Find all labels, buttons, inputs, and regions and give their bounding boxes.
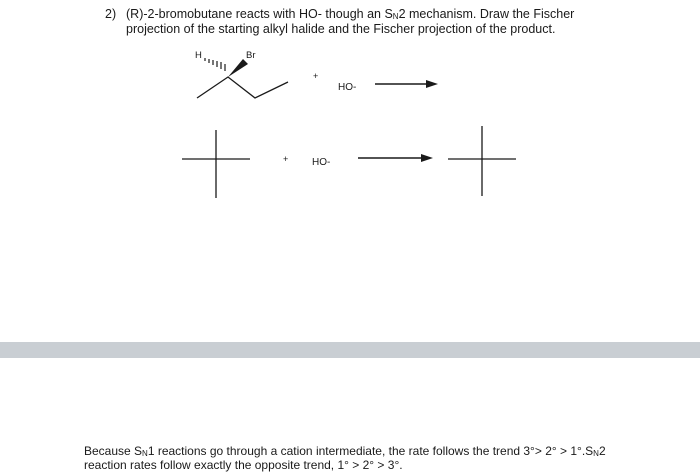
- bromobutane-structure: [185, 45, 305, 105]
- wedge-bond: [228, 59, 248, 77]
- bromine-label: Br: [246, 50, 256, 61]
- row2-plus: +: [283, 154, 289, 164]
- row1-plus: +: [313, 71, 319, 81]
- answer-subscript-2: N: [593, 449, 599, 458]
- question-line-1: [126, 7, 574, 23]
- question-line-1-a: (R)-2-bromobutane reacts with HO- though an S: [126, 7, 393, 21]
- page-divider: [0, 342, 700, 358]
- answer-line-1-b: 1 reactions go through a cation intermediate, the rate follows the trend 3°> 2° > 1°.S: [147, 444, 594, 458]
- answer-line-2: reaction rates follow exactly the opposite trend, 1° > 2° > 3°.: [84, 458, 403, 472]
- answer-subscript-1: N: [142, 449, 148, 458]
- hashed-bond: [205, 58, 225, 71]
- fischer-projection-product: [446, 124, 518, 198]
- carbon-skeleton: [197, 77, 288, 98]
- question-number: 2): [105, 7, 117, 21]
- question-subscript: N: [392, 12, 399, 21]
- answer-line-1-c: 2: [598, 444, 606, 458]
- hydrogen-label: H: [195, 50, 202, 61]
- fischer-projection-start: [180, 128, 252, 200]
- row1-reagent: HO-: [338, 82, 357, 93]
- row2-reagent: HO-: [312, 157, 331, 168]
- answer-line-1-a: Because S: [84, 444, 143, 458]
- question-line-1-b: 2 mechanism. Draw the Fischer: [398, 7, 575, 21]
- row2-arrow: [357, 152, 435, 164]
- row1-arrow: [374, 78, 440, 90]
- question-line-2: projection of the starting alkyl halide and the Fischer projection of the product.: [126, 22, 556, 36]
